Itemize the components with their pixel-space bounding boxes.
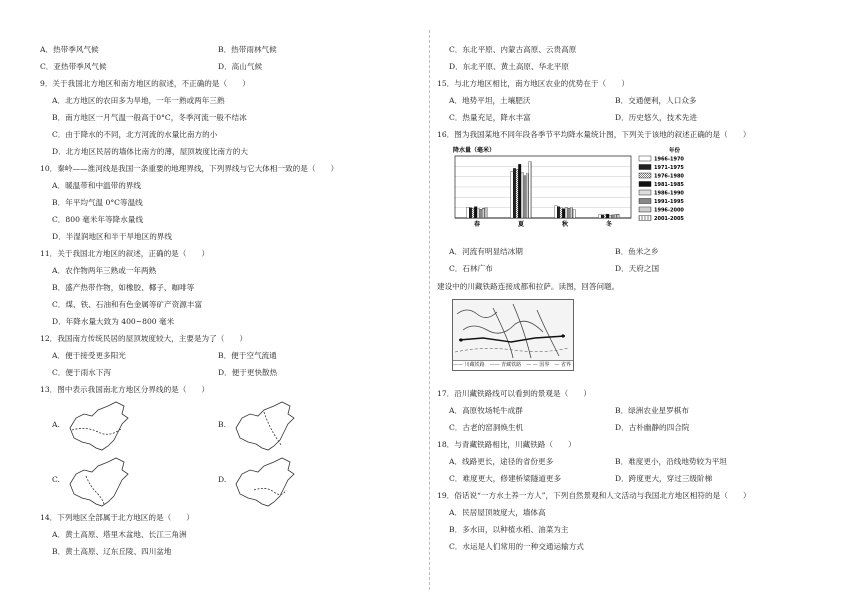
chart-bar xyxy=(599,214,602,218)
chart-bar xyxy=(518,164,521,218)
q9-option-b[interactable]: B．南方地区一月气温一般高于0°C，冬季河流一般不结冰 xyxy=(52,113,247,122)
chart-bar xyxy=(614,215,617,218)
q17-option-b[interactable]: B．绿洲农业星罗棋布 xyxy=(615,406,689,415)
chart-x-tick-label: 冬 xyxy=(605,221,613,228)
chart-bar xyxy=(469,208,472,218)
chart-bar xyxy=(511,172,514,219)
china-map-c xyxy=(64,456,134,511)
chart-bar xyxy=(521,173,524,218)
chart-legend-label: 1996-2000 xyxy=(654,207,684,214)
q8-option-c[interactable]: C．亚热带季风气候 xyxy=(40,62,107,71)
q9-option-a[interactable]: A．北方地区的农田多为旱地，一年一熟或两年三熟 xyxy=(52,96,225,105)
chart-bar xyxy=(526,174,529,218)
chart-bar xyxy=(609,215,612,218)
q10-option-d[interactable]: D．半湿润地区和半干旱地区的界线 xyxy=(52,232,172,241)
q13-stem: 13．图中表示我国南北方地区分界线的是（ ） xyxy=(40,385,210,394)
q16-option-b[interactable]: B．鱼米之乡 xyxy=(615,247,659,256)
chart-x-tick-label: 春 xyxy=(473,221,481,228)
q14-option-b[interactable]: B．黄土高原、辽东丘陵、四川盆地 xyxy=(52,547,172,556)
q12-stem: 12．我国南方传统民居的屋顶坡度较大，主要是为了（ ） xyxy=(40,334,248,343)
q17-option-c[interactable]: C．古老的窑洞焕生机 xyxy=(449,423,524,432)
chart-bar xyxy=(601,215,604,218)
q12-option-c[interactable]: C．便于雨水下泻 xyxy=(52,368,111,377)
chart-legend-swatch xyxy=(639,199,651,204)
q9-option-c[interactable]: C．由于降水的不同，北方河流的水量比南方的小 xyxy=(52,130,218,139)
q10-option-b[interactable]: B．年平均气温 0°C等温线 xyxy=(52,198,143,207)
q14-stem: 14．下列地区全部属于北方地区的是（ ） xyxy=(40,513,194,522)
chart-y-axis-label: 降水量（毫米） xyxy=(453,147,496,154)
chart-legend-label: 2001-2005 xyxy=(654,216,684,222)
chart-bar xyxy=(524,176,527,218)
q10-option-c[interactable]: C．800 毫米年等降水量线 xyxy=(52,215,144,224)
chart-legend-swatch xyxy=(639,216,651,221)
q8-option-d[interactable]: D．高山气候 xyxy=(218,62,263,71)
q11-option-b[interactable]: B．盛产热带作物，如橡胶、椰子、咖啡等 xyxy=(52,283,195,292)
q17-option-d[interactable]: D．古朴幽静的四合院 xyxy=(615,423,690,432)
q19-option-c[interactable]: C．水运是人们常用的一种交通运输方式 xyxy=(449,542,584,551)
chart-legend-label: 1971-1975 xyxy=(654,165,684,171)
q14-option-d[interactable]: D．东北平原、黄土高原、华北平原 xyxy=(449,62,569,71)
q11-option-a[interactable]: A．农作物两年三熟或一年两熟 xyxy=(52,266,157,275)
q15-option-a[interactable]: A．地势平坦，土壤肥沃 xyxy=(449,96,531,105)
chart-bar xyxy=(606,214,609,218)
q16-stem: 16．图为我国某地不同年段各季节平均降水量统计图，下列关于该地的叙述正确的是（ ） xyxy=(437,130,751,139)
chart-bar xyxy=(482,208,485,218)
chart-bar xyxy=(555,206,558,218)
q16-option-a[interactable]: A．河流有明显结冰期 xyxy=(449,247,523,256)
q10-stem: 10．秦岭——淮河线是我国一条重要的地理界线，下列界线与它大体相一致的是（ ） xyxy=(40,164,339,173)
chart-legend-label: 1986-1990 xyxy=(654,190,684,197)
q17-stem: 17．沿川藏铁路线可以看到的景观是（ ） xyxy=(437,389,591,398)
chart-legend-label: 1966-1970 xyxy=(654,156,684,163)
chart-bar xyxy=(617,214,620,218)
q13-option-b[interactable]: B. xyxy=(218,420,226,429)
precipitation-bar-chart xyxy=(449,144,717,232)
chart-legend-swatch xyxy=(639,156,651,161)
q12-option-d[interactable]: D．便于更快散热 xyxy=(218,368,278,377)
china-map-b xyxy=(230,400,300,455)
q13-option-d[interactable]: D. xyxy=(218,475,227,484)
chart-bar xyxy=(480,209,483,218)
chart-bar xyxy=(565,207,568,218)
chart-bar xyxy=(573,210,576,218)
chart-bar xyxy=(472,208,475,218)
q16-option-c[interactable]: C．石林广布 xyxy=(449,264,493,273)
china-map-a xyxy=(64,400,134,455)
q15-option-c[interactable]: C．热量充足，降水丰富 xyxy=(449,113,531,122)
chart-bar xyxy=(612,215,615,218)
column-divider xyxy=(429,30,430,590)
q11-option-d[interactable]: D．年降水量大致为 400~800 毫米 xyxy=(52,317,175,326)
q18-option-b[interactable]: B．难度更小，沿线地势较为平坦 xyxy=(615,457,727,466)
railway-passage: 建设中的川藏铁路连接成都和拉萨。读图，回答问题。 xyxy=(437,282,620,291)
chart-bar xyxy=(604,215,607,218)
chart-bar xyxy=(529,162,532,218)
q19-stem: 19．俗话说“一方水土养一方人”，下列自然景观和人文活动与我国北方地区相符的是（ ） xyxy=(437,491,751,500)
chart-bar xyxy=(560,208,563,218)
chart-legend-swatch xyxy=(639,182,651,187)
chart-legend-label: 1981-1985 xyxy=(654,182,684,188)
q10-option-a[interactable]: A．暖温带和中温带的界线 xyxy=(52,181,142,190)
q17-option-a[interactable]: A．高原牧场牦牛成群 xyxy=(449,406,523,415)
railway-map-drawing xyxy=(453,300,573,361)
q15-stem: 15．与北方地区相比，南方地区农业的优势在于（ ） xyxy=(437,79,629,88)
chart-bar xyxy=(467,207,470,218)
q18-option-d[interactable]: D．跨度更大，穿过三级阶梯 xyxy=(615,474,713,483)
chart-bar xyxy=(516,169,519,218)
q18-option-a[interactable]: A．线路更长，途径的省份更多 xyxy=(449,457,554,466)
chart-legend-swatch xyxy=(639,190,651,195)
q14-option-a[interactable]: A．黄土高原、塔里木盆地、长江三角洲 xyxy=(52,530,187,539)
chart-legend-title: 年份 xyxy=(669,148,681,154)
q8-option-b[interactable]: B．热带雨林气候 xyxy=(218,45,277,54)
china-map-d xyxy=(230,456,300,511)
chart-legend-swatch xyxy=(639,173,651,178)
q8-option-a[interactable]: A．热带季风气候 xyxy=(40,45,99,54)
q12-option-b[interactable]: B．便于空气流通 xyxy=(218,351,277,360)
q15-option-b[interactable]: B．交通便利，人口众多 xyxy=(615,96,697,105)
q18-stem: 18．与青藏铁路相比，川藏铁路（ ） xyxy=(437,440,576,449)
chart-bar xyxy=(474,207,477,218)
chart-bar xyxy=(568,208,571,218)
q14-option-c[interactable]: C．东北平原、内蒙古高原、云贵高原 xyxy=(449,45,577,54)
map-legend: —— 川藏铁路 —— 青藏铁路 — — 国界 — 省界 xyxy=(453,360,573,370)
q13-option-c[interactable]: C. xyxy=(52,475,60,484)
chart-legend-label: 1991-1995 xyxy=(654,199,684,205)
q19-option-a[interactable]: A．民居屋顶坡度大，墙体高 xyxy=(449,508,546,517)
q9-option-d[interactable]: D．北方地区民居的墙体比南方的薄，屋顶坡度比南方的大 xyxy=(52,147,248,156)
chart-x-tick-label: 夏 xyxy=(517,221,525,228)
chart-bar xyxy=(513,168,516,218)
q15-option-d[interactable]: D．历史悠久，技术先进 xyxy=(615,113,698,122)
q11-option-c[interactable]: C．煤、铁、石油和有色金属等矿产资源丰富 xyxy=(52,300,203,309)
sichuan-tibet-railway-map xyxy=(452,299,574,371)
q11-stem: 11．关于我国北方地区的叙述，正确的是（ ） xyxy=(40,249,210,258)
chart-bar xyxy=(562,209,565,218)
q18-option-c[interactable]: C．难度更大，修建桥梁隧道更多 xyxy=(449,474,562,483)
q19-option-b[interactable]: B．多水田，以种植水稻、油菜为主 xyxy=(449,525,569,534)
chart-legend-label: 1976-1980 xyxy=(654,173,684,180)
q16-option-d[interactable]: D．天府之国 xyxy=(615,264,660,273)
chart-legend-swatch xyxy=(639,165,651,170)
chart-bar xyxy=(485,208,488,218)
q9-stem: 9．关于我国北方地区和南方地区的叙述，不正确的是（ ） xyxy=(40,79,250,88)
chart-bar xyxy=(477,209,480,218)
q12-option-a[interactable]: A．便于接受更多阳光 xyxy=(52,351,126,360)
chart-bar xyxy=(557,207,560,218)
chart-legend-swatch xyxy=(639,207,651,212)
q13-option-a[interactable]: A. xyxy=(52,420,60,429)
chart-x-tick-label: 秋 xyxy=(561,221,569,228)
chart-bar xyxy=(570,208,573,218)
